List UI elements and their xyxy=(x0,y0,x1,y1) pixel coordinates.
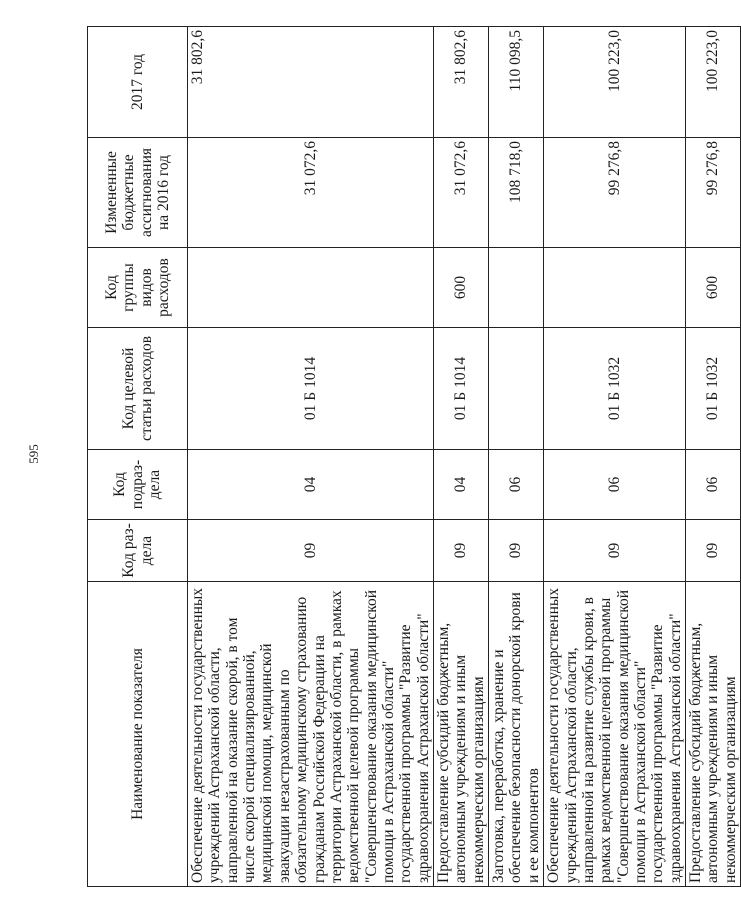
cell-name: Предоставление субсидий бюджетным, автономным учреждениям и иным некоммерческим организациям xyxy=(686,582,741,887)
header-razdel: Код раз-дела xyxy=(88,520,188,582)
page-number: 595 xyxy=(26,444,41,464)
table-row xyxy=(544,27,686,887)
cell-statya: 01 Б 1032 xyxy=(544,328,686,450)
cell-name: Предоставление субсидий бюджетным, автономным учреждениям и иным некоммерческим организациям xyxy=(434,582,489,887)
cell-statya: 01 Б 1014 xyxy=(434,328,489,450)
header-2017: 2017 год xyxy=(88,27,188,138)
cell-podrazdel: 06 xyxy=(544,450,686,520)
cell-name: Заготовка, переработка, хранение и обеспечение безопасности донорской крови и ее компонентов xyxy=(489,582,544,887)
cell-2017: 110 098,5 xyxy=(489,27,544,138)
cell-changed: 99 276,8 xyxy=(686,138,741,248)
cell-changed: 99 276,8 xyxy=(544,138,686,248)
cell-name: Обеспечение деятельности государственных учреждений Астраханской области, направленной на оказание скорой, в том числе скорой специализированной, медицинской помощи, медицинской эвакуации незастрахованным по обязательному медицинскому страхованию гражданам Российской Федерации на территории Астраханской области, в рамках ведомственной целевой программы "Совершенствование оказания медицинской помощи в Астраханской области" государственной программы "Развитие здравоохранения Астраханской области" xyxy=(188,582,434,887)
cell-group xyxy=(489,248,544,328)
cell-statya xyxy=(489,328,544,450)
header-name: Наименование показателя xyxy=(88,582,188,887)
table-row xyxy=(686,27,741,887)
cell-group xyxy=(544,248,686,328)
cell-group: 600 xyxy=(434,248,489,328)
cell-changed: 108 718,0 xyxy=(489,138,544,248)
cell-2017: 31 802,6 xyxy=(188,27,434,138)
cell-statya: 01 Б 1032 xyxy=(686,328,741,450)
cell-2017: 100 223,0 xyxy=(686,27,741,138)
header-statya: Код целевой статьи расходов xyxy=(88,328,188,450)
header-podrazdel: Код подраз-дела xyxy=(88,450,188,520)
cell-group xyxy=(188,248,434,328)
cell-name: Обеспечение деятельности государственных учреждений Астраханской области, направленной на развитие службы крови, в рамках ведомственной целевой программы "Совершенствование оказания медицинской помощи в Астраханской области" государственной программы "Развитие здравоохранения Астраханской области" xyxy=(544,582,686,887)
rotated-table-wrapper xyxy=(87,27,739,887)
cell-2017: 100 223,0 xyxy=(544,27,686,138)
cell-changed: 31 072,6 xyxy=(434,138,489,248)
cell-razdel: 09 xyxy=(544,520,686,582)
cell-podrazdel: 06 xyxy=(686,450,741,520)
header-group: Код группы видов расходов xyxy=(88,248,188,328)
cell-changed: 31 072,6 xyxy=(188,138,434,248)
cell-razdel: 09 xyxy=(188,520,434,582)
cell-2017: 31 802,6 xyxy=(434,27,489,138)
cell-razdel: 09 xyxy=(686,520,741,582)
cell-statya: 01 Б 1014 xyxy=(188,328,434,450)
budget-table xyxy=(87,26,741,887)
cell-group: 600 xyxy=(686,248,741,328)
table-row xyxy=(188,27,434,887)
table-header-row xyxy=(88,27,188,887)
header-changed: Измененные бюджетные ассигнования на 2016 год xyxy=(88,138,188,248)
cell-podrazdel: 04 xyxy=(434,450,489,520)
cell-podrazdel: 06 xyxy=(489,450,544,520)
table-row xyxy=(434,27,489,887)
table-row xyxy=(489,27,544,887)
cell-razdel: 09 xyxy=(489,520,544,582)
cell-podrazdel: 04 xyxy=(188,450,434,520)
cell-razdel: 09 xyxy=(434,520,489,582)
